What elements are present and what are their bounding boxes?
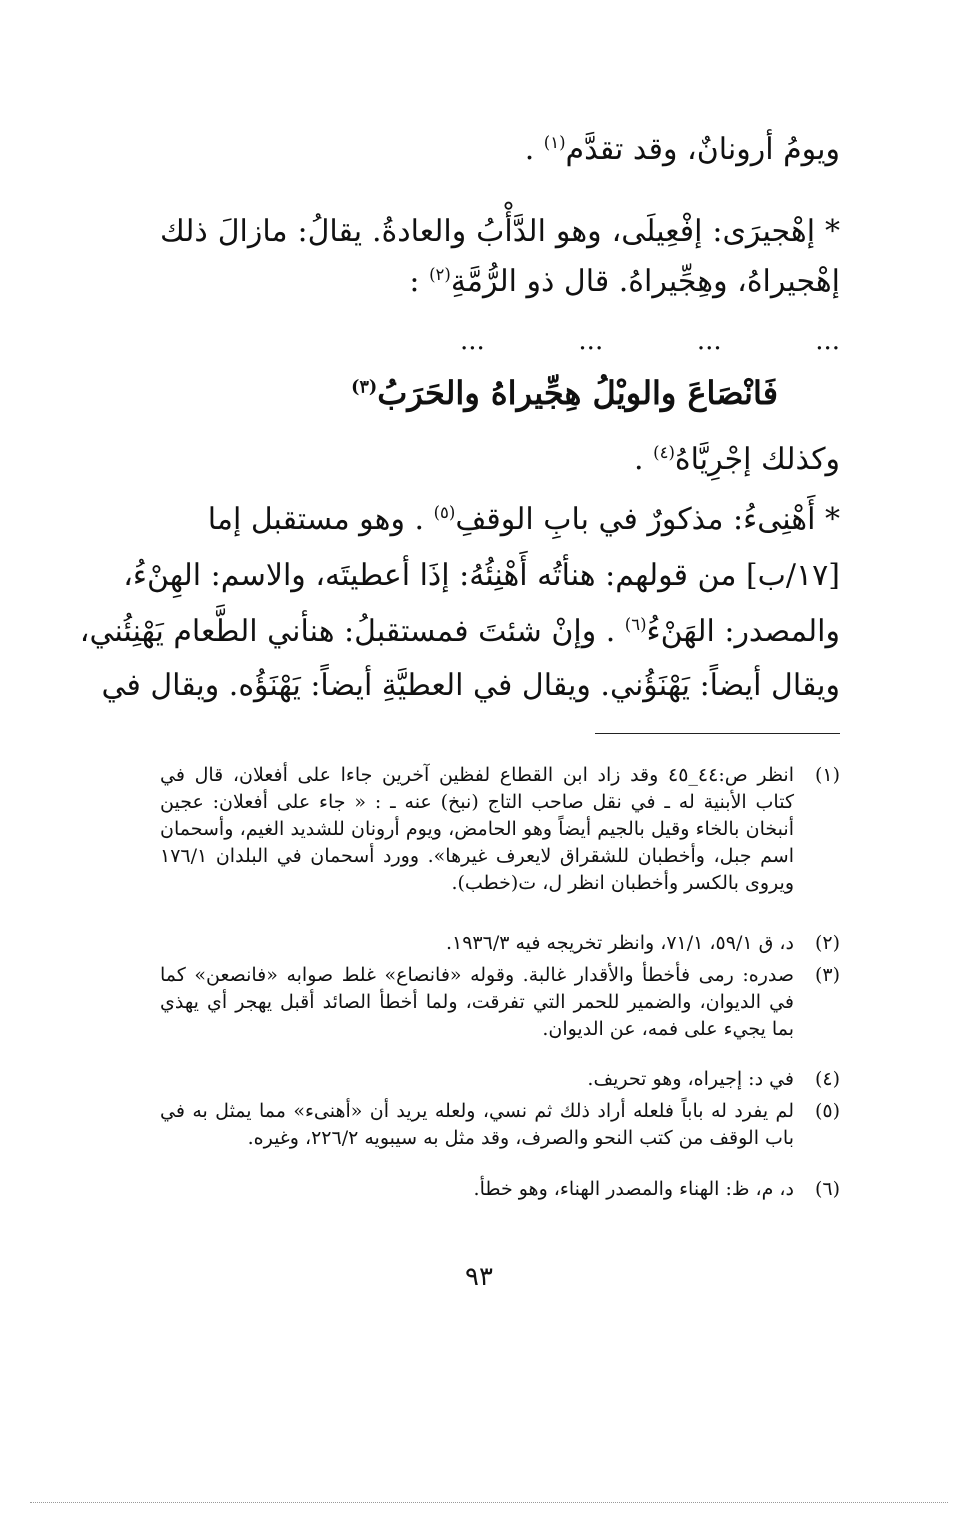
main-text: إهْجيراهُ، وهِجِّيراهُ. قال ذو الرُّمَّةِ (450, 264, 840, 299)
footnote-number: (٦) (814, 1178, 840, 1200)
main-text: وكذلك إجْرِيَّاهُ (674, 442, 840, 477)
footnote-5 (160, 1098, 840, 1152)
footnote-number: (١) (814, 764, 840, 786)
dots-group: ... (815, 326, 840, 356)
footnote-number: (٥) (814, 1100, 840, 1122)
main-text: والمصدر: الهَنْءُ (646, 614, 840, 649)
footnote-6 (160, 1176, 840, 1203)
main-text: ويقال أيضاً: يَهْنَؤُني. ويقال في العطيَّةِ أيضاً: يَهْنَؤُه. ويقال في (101, 668, 840, 703)
footnote-text: د، م، ظ: الهناء والمصدر الهناء، وهو خطأ. (473, 1178, 794, 1200)
footnote-reference: (٢) (429, 265, 451, 284)
scan-edge-line (30, 1502, 948, 1503)
footnote-number: (٢) (814, 932, 840, 954)
footnote-reference: (١) (543, 133, 566, 152)
main-text-line-5 (634, 440, 840, 480)
footnote-text: د، ق ٥٩/١، ٧١/١، وانظر تخريجه فيه ١٩٣٦/٣. (445, 932, 794, 954)
main-text: . (634, 442, 654, 477)
footnote-text: صدره: رمى فأخطأ والأقدار غالبة. وقوله «فانصاع» غلط صوابه «فانصعن» كما في الديوان، والضمير للحمر التي تفرقت، ولما أخطأ الصائد أقبل يهجر أي يهذي بما يجيء على فمه، عن الديوان. (160, 964, 794, 1040)
footnote-text: لم يفرد له باباً فلعله أراد ذلك ثم نسي، ولعله يريد أن «أهنىء» مما يمثل به في باب الوقف من كتب النحو والصرف، وقد مثل به سيبويه ٢٢٦/٢، وغيره. (160, 1100, 794, 1149)
main-text-line-7 (123, 556, 840, 596)
footnote-number: (٣) (814, 964, 840, 986)
omission-dots (460, 326, 840, 356)
main-text-line-1 (525, 130, 840, 170)
main-text: * أَهْنِىءُ: مذكورٌ في بابِ الوقفِ (455, 502, 840, 537)
main-text: . وإنْ شئتَ فمستقبلُ: هنأني الطَّعام يَهْنِئُني، (79, 614, 625, 649)
footnote-divider (595, 733, 840, 734)
main-text-line-9 (101, 666, 840, 706)
main-text: . وهو مستقبل إما (207, 502, 434, 537)
footnote-reference: (٦) (624, 615, 647, 634)
page-number: ٩٣ (465, 1262, 493, 1292)
main-text-line-3 (409, 262, 840, 302)
footnote-2 (160, 930, 840, 957)
main-text: ويومُ أرونانٌ، وقد تقدَّم (565, 132, 840, 167)
poetry-verse (351, 372, 778, 414)
dots-group: ... (696, 326, 722, 356)
main-text: [١٧/ب] من قولهم: هنأتُه أَهْنِئُهُ: إذَا أعطيتَه، والاسم: الهِنْءُ، (123, 558, 840, 593)
main-text-line-8 (80, 612, 840, 652)
main-text-line-6 (208, 500, 840, 540)
footnote-text: في د: إجيراه، وهو تحريف. (587, 1068, 794, 1090)
footnote-1 (160, 762, 840, 897)
footnote-4 (160, 1066, 840, 1093)
main-text: . (524, 132, 544, 167)
main-text-line-2 (160, 212, 840, 252)
verse-text: فَانْصَاعَ والويْلُ هِجِّيراهُ والحَرَبُ (377, 374, 778, 412)
main-text: : (409, 264, 430, 299)
footnote-reference: (٤) (653, 443, 675, 462)
dots-group: ... (460, 326, 485, 356)
dots-group: ... (578, 326, 604, 356)
footnote-text: انظر ص:٤٤_٤٥ وقد زاد ابن القطاع لفظين آخرين جاءا على أفعلان، قال في كتاب الأبنية له ـ في نقل صاحب التاج (نبخ) عنه ـ : « جاء على أفعلان: عجين أنبخان بالخاء وقيل بالجيم أيضاً وهو الحامض، ويوم أرونان للشديد الغيم، وأسحمان اسم جبل، وأخطبان للشقراق لايعرف غيرها». وورد أسحمان في البلدان ١٧٦/١ ويروى بالكسر وأخطبان انظر ل، ت(خطب). (160, 764, 794, 894)
main-text: * إهْجيرَى: إفْعِيلَى، وهو الدَّأْبُ والعادةُ. يقالُ: مازالَ ذلك (160, 214, 840, 249)
footnote-number: (٤) (814, 1068, 840, 1090)
footnote-reference: (٥) (433, 503, 456, 522)
footnote-reference: (٣) (351, 376, 378, 398)
footnote-3 (160, 962, 840, 1043)
